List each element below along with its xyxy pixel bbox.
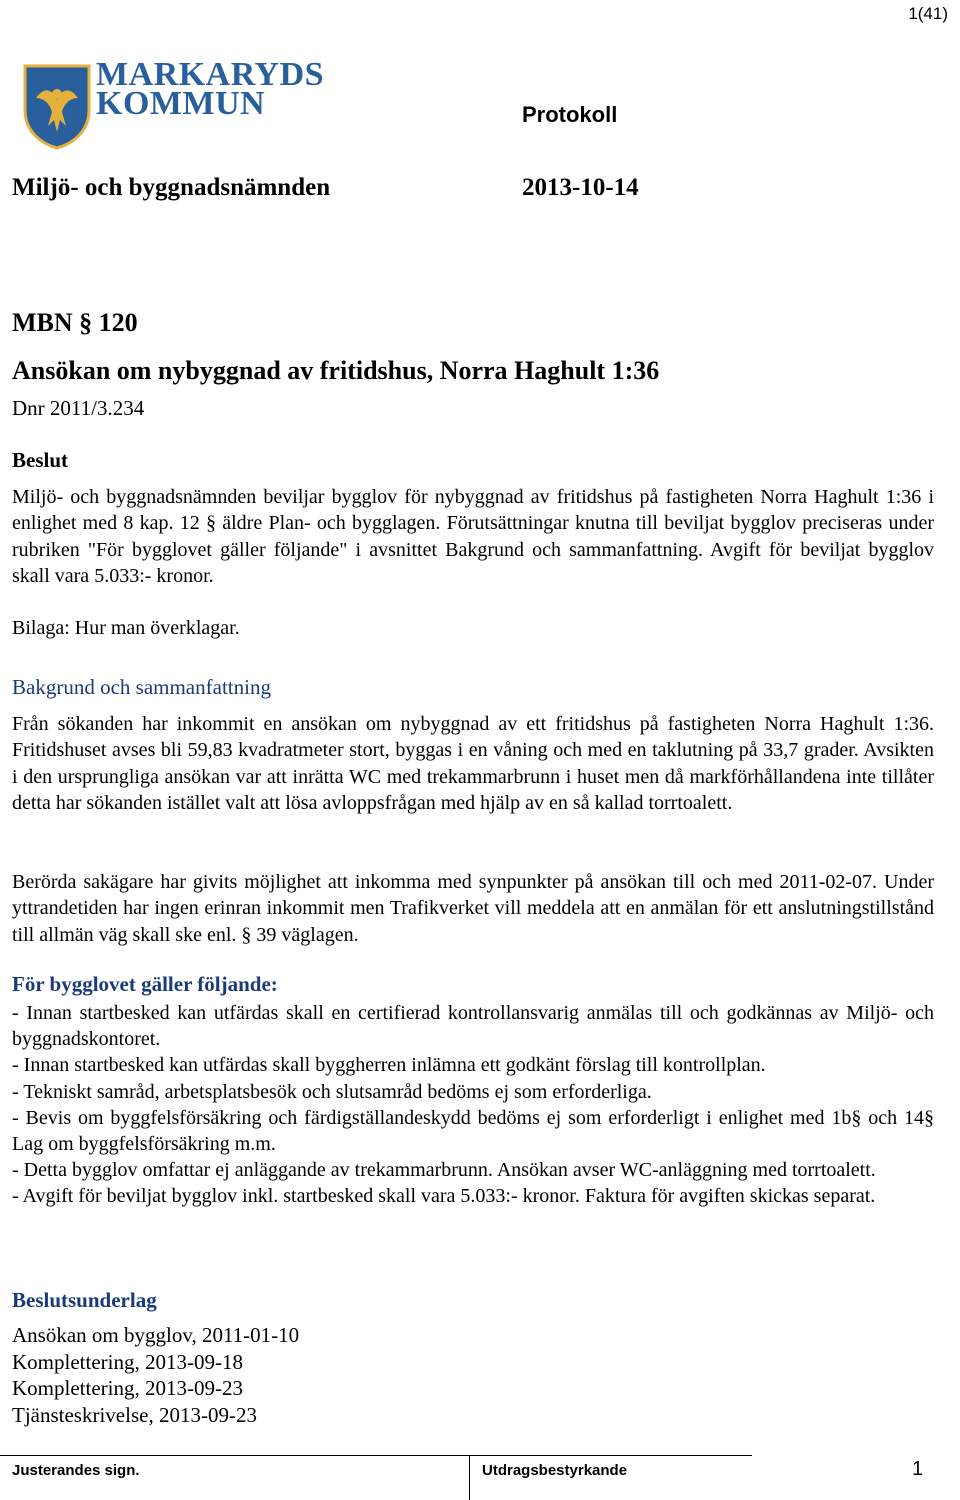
logo-line-2: KOMMUN	[96, 85, 266, 122]
basis-item: Ansökan om bygglov, 2011-01-10	[12, 1323, 300, 1347]
condition-item: - Innan startbesked kan utfärdas skall en certifierad kontrollansvarig anmälas till och godkännas av Miljö- och byggnadskontoret.	[12, 1002, 934, 1051]
committee-name: Miljö- och byggnadsnämnden	[12, 174, 331, 201]
municipality-logo	[22, 56, 325, 152]
document-type: Protokoll	[522, 102, 618, 127]
footer-rule	[0, 1455, 752, 1456]
bird-shield-icon	[22, 62, 92, 150]
meeting-date: 2013-10-14	[522, 174, 639, 201]
case-number: MBN § 120	[12, 308, 138, 337]
conditions-heading: För bygglovet gäller följande:	[12, 972, 278, 996]
background-paragraph-1: Från sökanden har inkommit en ansökan om nybyggnad av ett fritidshus på fastigheten Norra Haghult 1:36. Fritidshuset avses bli 59,83 kvadratmeter stort, byggas i en våning och med en taklutning på 33,7 grader. Avsikten i den ursprungliga ansökan var att inrätta WC med trekammarbrunn i huset men då markförhållandena inte tillåter detta har sökanden istället valt att lösa avloppsfrågan med hjälp av en så kallad torrtoalett.	[12, 713, 934, 814]
basis-item: Komplettering, 2013-09-23	[12, 1376, 243, 1400]
decision-heading: Beslut	[12, 448, 69, 472]
case-title: Ansökan om nybyggnad av fritidshus, Norra Haghult 1:36	[12, 356, 660, 385]
condition-item: - Bevis om byggfelsförsäkring och färdigställandeskydd bedöms ej som erforderligt i enlighet med 1b§ och 14§ Lag om byggfelsförsäkring m.m.	[12, 1106, 934, 1156]
basis-list	[12, 1322, 299, 1428]
case-dnr: Dnr 2011/3.234	[12, 396, 145, 420]
footer-page-number: 1	[912, 1458, 924, 1480]
decision-text	[12, 484, 934, 589]
condition-item: - Detta bygglov omfattar ej anläggande av trekammarbrunn. Ansökan avser WC-anläggning med torrtoalett.	[12, 1159, 876, 1182]
footer-signature-label: Justerandes sign.	[12, 1462, 140, 1479]
decision-paragraph: Miljö- och byggnadsnämnden beviljar bygglov för nybyggnad av fritidshus på fastigheten Norra Haghult 1:36 i enlighet med 8 kap. 12 § äldre Plan- och bygglagen. Förutsättningar knutna till beviljat bygglov preciseras under rubriken "För bygglovet gäller följande" i avsnittet Bakgrund och sammanfattning. Avgift för beviljat bygglov skall vara 5.033:- kronor.	[12, 486, 934, 587]
page-counter: 1(41)	[908, 4, 948, 23]
basis-item: Komplettering, 2013-09-18	[12, 1349, 243, 1374]
condition-item: - Innan startbesked kan utfärdas skall byggherren inlämna ett godkänt förslag till kontrollplan.	[12, 1054, 766, 1077]
attachment-note: Bilaga: Hur man överklagar.	[12, 617, 240, 639]
logo-line-1: MARKARYDS	[96, 56, 325, 93]
condition-item: - Avgift för beviljat bygglov inkl. startbesked skall vara 5.033:- kronor. Faktura för avgiften skickas separat.	[12, 1185, 876, 1208]
basis-heading: Beslutsunderlag	[12, 1288, 157, 1312]
conditions-list	[12, 1000, 934, 1210]
background-paragraph-2: Berörda sakägare har givits möjlighet att inkomma med synpunkter på ansökan till och med 2011-02-07. Under yttrandetiden har ingen erinran inkommit men Trafikverket vill meddela att en anmälan för ett anslutningstillstånd till allmän väg skall ske enl. § 39 väglagen.	[12, 871, 934, 946]
condition-item: - Tekniskt samråd, arbetsplatsbesök och slutsamråd bedöms ej som erforderliga.	[12, 1080, 652, 1103]
basis-item: Tjänsteskrivelse, 2013-09-23	[12, 1402, 257, 1427]
footer-extract-label: Utdragsbestyrkande	[482, 1462, 628, 1479]
background-heading: Bakgrund och sammanfattning	[12, 675, 271, 699]
logo-wordmark	[96, 56, 325, 122]
footer-divider	[469, 1455, 470, 1500]
